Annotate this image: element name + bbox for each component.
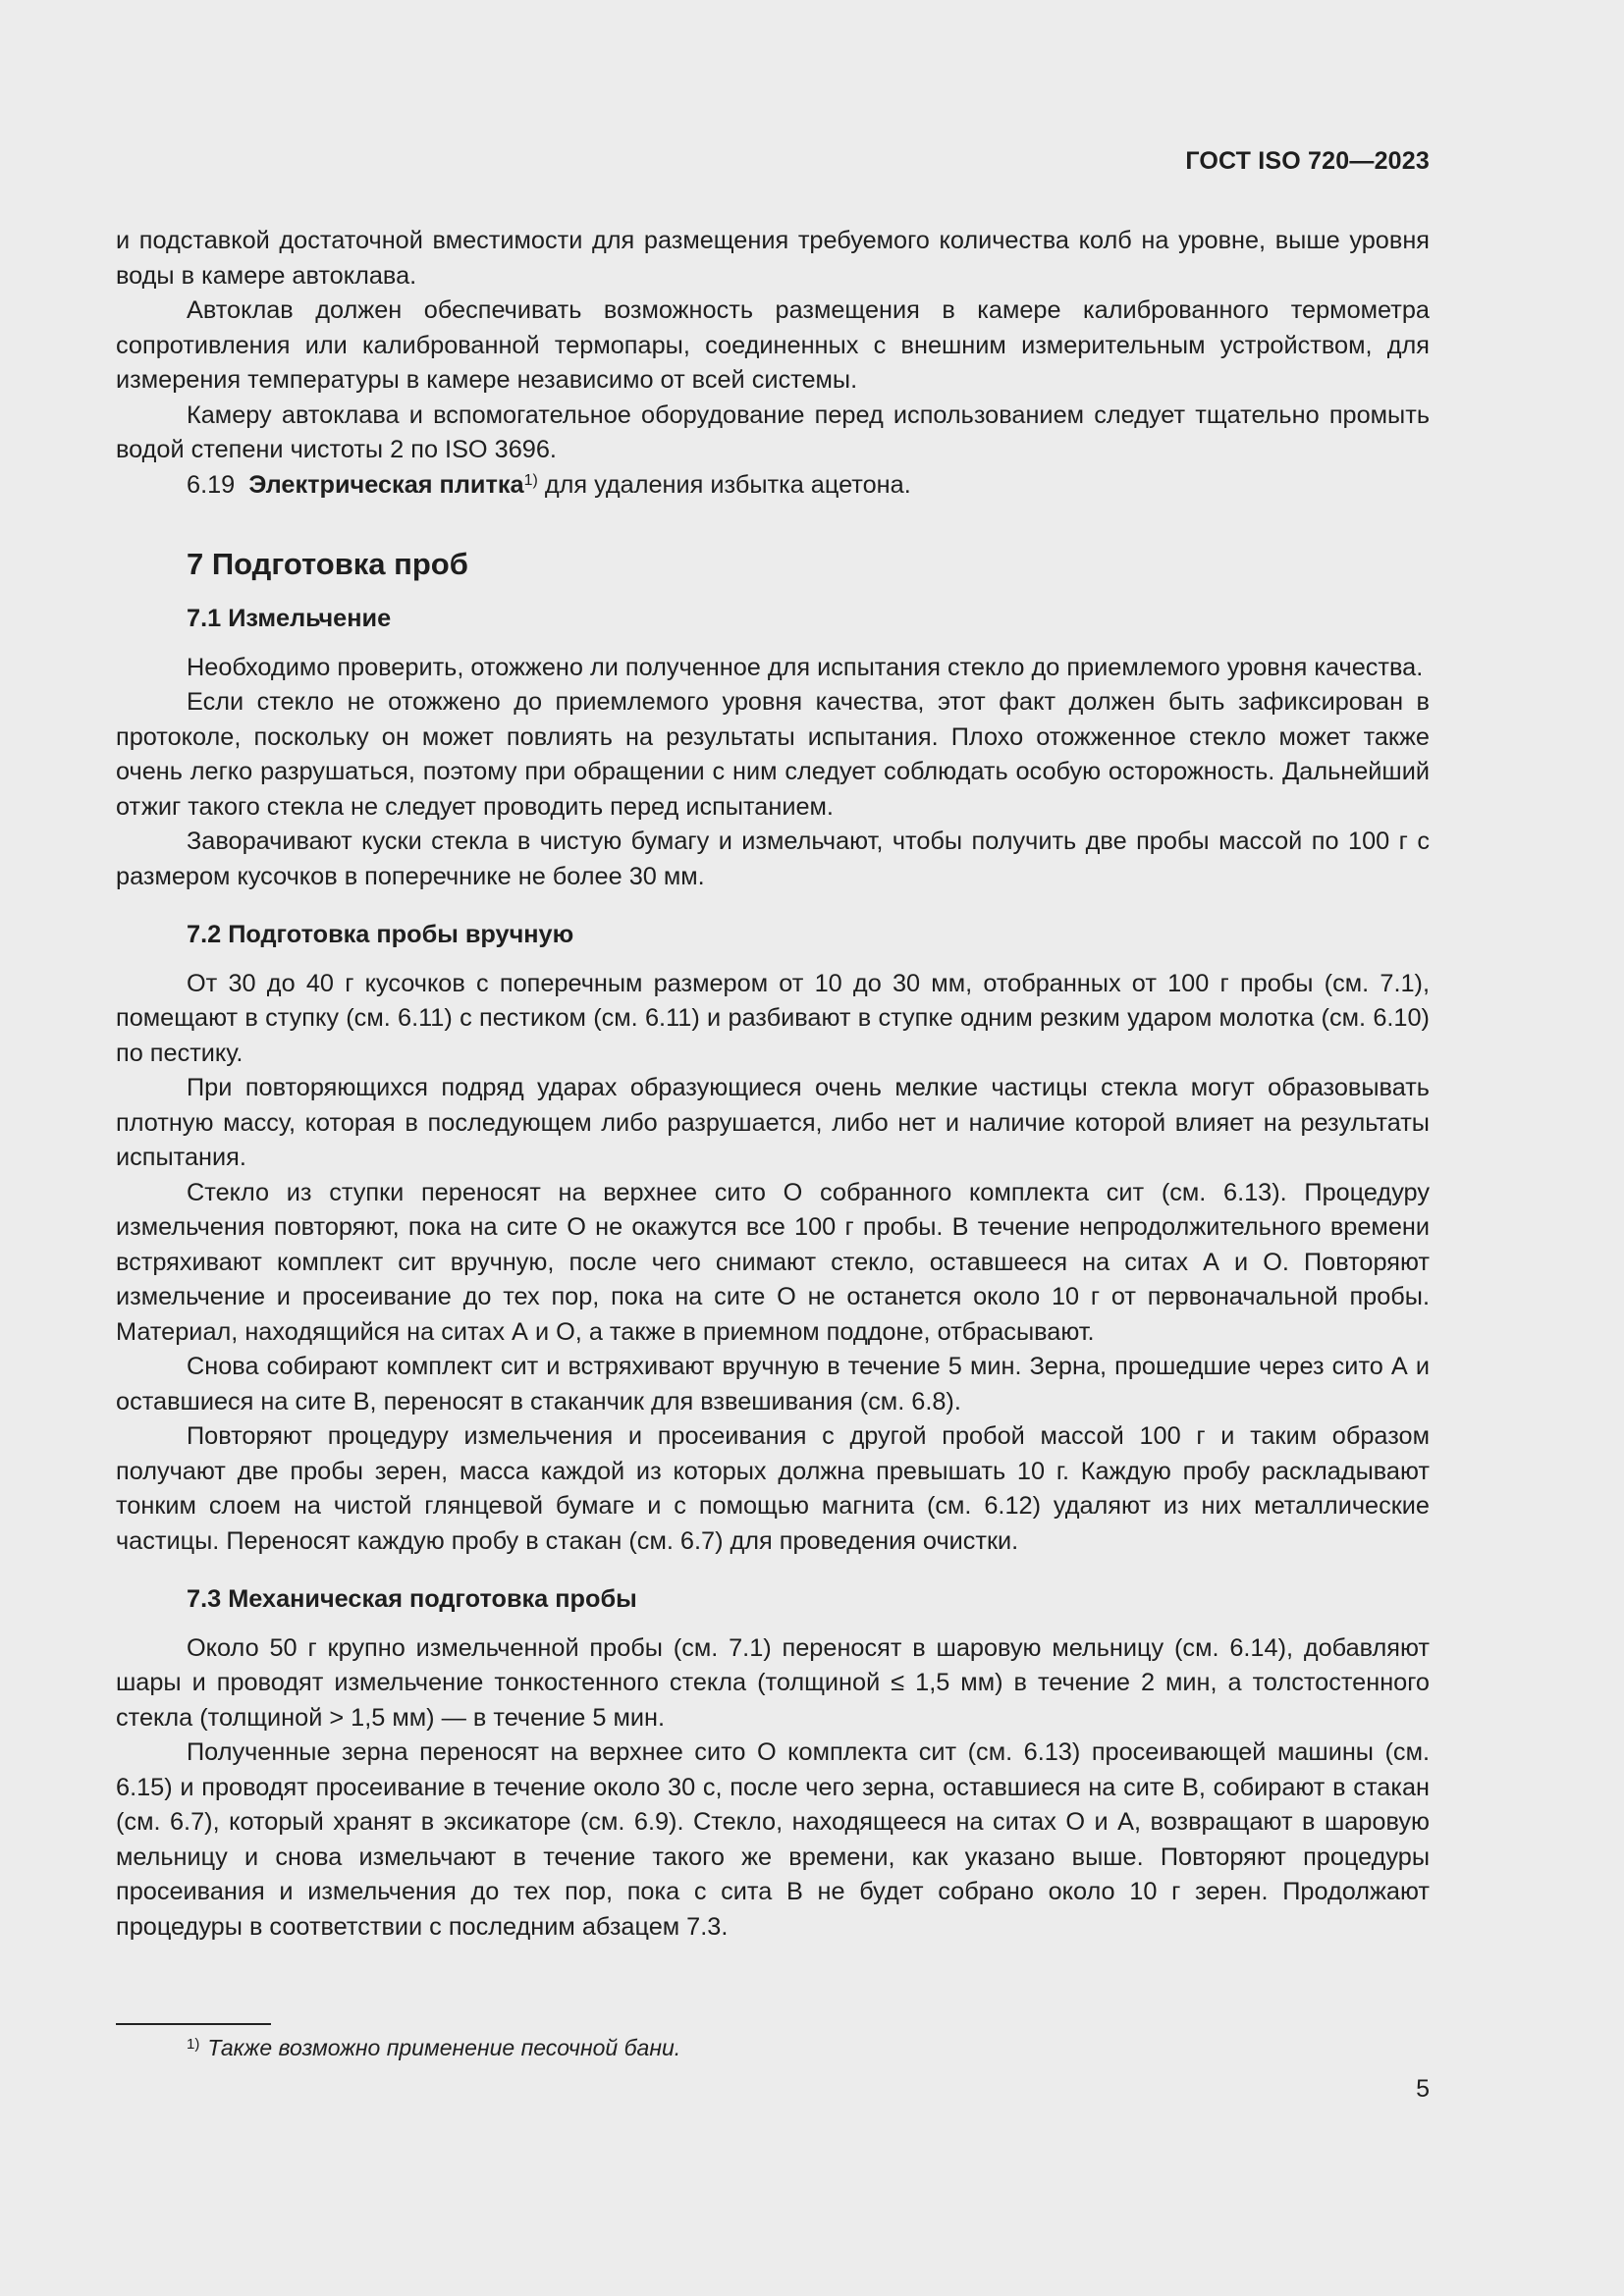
item-6-19-term: Электрическая плитка: [248, 470, 524, 499]
paragraph-7-2-3: Стекло из ступки переносят на верхнее сито О собранного комплекта сит (см. 6.13). Процедуру измельчения повторяют, пока на сите О не окажутся все 100 г пробы. В течение непродолжительного времени встряхивают комплект сит вручную, после чего снимают стекло, оставшееся на ситах А и О. Повторяют измельчение и просеивание до тех пор, пока на сите О не останется около 10 г от первоначальной пробы. Материал, находящийся на ситах А и О, а также в приемном поддоне, отбрасывают.: [116, 1178, 1430, 1346]
footnote-reference: 1): [523, 471, 538, 489]
paragraph-7-3-1: Около 50 г крупно измельченной пробы (см. 7.1) переносят в шаровую мельницу (см. 6.14), добавляют шары и проводят измельчение тонкостенного стекла (толщиной ≤ 1,5 мм) в течение 2 мин, а толстостенного стекла (толщиной > 1,5 мм) — в течение 5 мин.: [116, 1633, 1430, 1732]
paragraph-7-2-2: При повторяющихся подряд ударах образующиеся очень мелкие частицы стекла могут образовывать плотную массу, которая в последующем либо разрушается, либо нет и наличие которой влияет на результаты испытания.: [116, 1074, 1430, 1171]
subsection-7-3-heading: 7.3 Механическая подготовка пробы: [187, 1585, 637, 1613]
footnote-mark: 1): [187, 2036, 200, 2053]
footnote: [187, 2032, 680, 2063]
subsection-7-1-heading: 7.1 Измельчение: [187, 605, 392, 632]
paragraph-7-1-3: Заворачивают куски стекла в чистую бумагу и измельчают, чтобы получить две пробы массой по 100 г с размером кусочков в поперечнике не более 30 мм.: [116, 828, 1430, 890]
paragraph-7-1-2: Если стекло не отожжено до приемлемого уровня качества, этот факт должен быть зафиксирован в протоколе, поскольку он может повлиять на результаты испытания. Плохо отожженное стекло может также очень легко разрушаться, поэтому при обращении с ним следует соблюдать особую осторожность. Дальнейший отжиг такого стекла не следует проводить перед испытанием.: [116, 688, 1430, 821]
paragraph-7-1-1: Необходимо проверить, отожжено ли полученное для испытания стекло до приемлемого уровня качества.: [187, 653, 1424, 681]
footnote-text: Также возможно применение песочной бани.: [207, 2035, 681, 2060]
subsection-7-2-heading: 7.2 Подготовка пробы вручную: [187, 921, 574, 948]
footnote-separator: [116, 2023, 271, 2025]
paragraph-7-3-2: Полученные зерна переносят на верхнее сито О комплекта сит (см. 6.13) просеивающей машины (см. 6.15) и проводят просеивание в течение около 30 с, после чего зерна, оставшиеся на сите В, собирают в стакан (см. 6.7), который хранят в эксикаторе (см. 6.9). Стекло, находящееся на ситах О и А, возвращают в шаровую мельницу и снова измельчают в течение такого же времени, как указано выше. Повторяют процедуры просеивания и измельчения до тех пор, пока с сита В не будет собрано около 10 г зерен. Продолжают процедуры в соответствии с последним абзацем 7.3.: [116, 1738, 1430, 1941]
page-number: 5: [1416, 2075, 1430, 2103]
document-header-id: ГОСТ ISO 720—2023: [1185, 147, 1430, 175]
item-6-19-text: для удаления избытка ацетона.: [537, 470, 911, 499]
paragraph-7-2-5: Повторяют процедуру измельчения и просеивания с другой пробой массой 100 г и таким образом получают две пробы зерен, масса каждой из которых должна превышать 10 г. Каждую пробу раскладывают тонким слоем на чистой глянцевой бумаге и с помощью магнита (см. 6.12) удаляют из них металлические частицы. Переносят каждую пробу в стакан (см. 6.7) для проведения очистки.: [116, 1422, 1430, 1555]
paragraph-7-2-1: От 30 до 40 г кусочков с поперечным размером от 10 до 30 мм, отобранных от 100 г пробы (см. 7.1), помещают в ступку (см. 6.11) с пестиком (см. 6.11) и разбивают в ступке одним резким ударом молотка (см. 6.10) по пестику.: [116, 969, 1430, 1067]
document-body: [116, 224, 1430, 1945]
item-6-19-number: 6.19: [187, 470, 236, 499]
paragraph-7-2-4: Снова собирают комплект сит и встряхивают вручную в течение 5 мин. Зерна, прошедшие через сито А и оставшиеся на сите В, переносят в стаканчик для взвешивания (см. 6.8).: [116, 1353, 1430, 1415]
paragraph-intro-3: Камеру автоклава и вспомогательное оборудование перед использованием следует тщательно промыть водой степени чистоты 2 по ISO 3696.: [116, 400, 1430, 463]
item-6-19: [116, 468, 1430, 504]
paragraph-intro-2: Автоклав должен обеспечивать возможность размещения в камере калиброванного термометра сопротивления или калиброванной термопары, соединенных с внешним измерительным устройством, для измерения температуры в камере независимо от всей системы.: [116, 296, 1430, 394]
paragraph-intro-1: и подставкой достаточной вместимости для размещения требуемого количества колб на уровне, выше уровня воды в камере автоклава.: [116, 227, 1430, 290]
section-7-heading: 7 Подготовка проб: [187, 547, 468, 581]
